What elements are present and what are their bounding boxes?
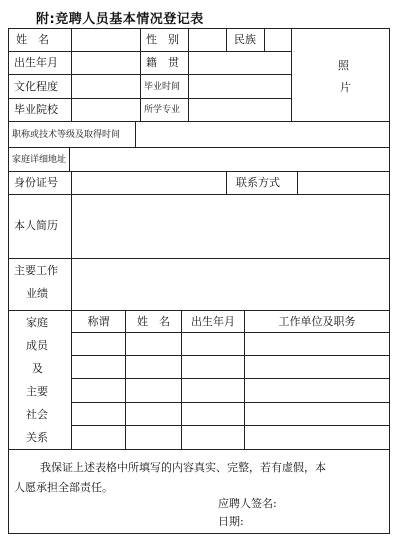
photo-label-2: 片	[340, 81, 351, 94]
native-place-field[interactable]	[189, 52, 290, 73]
family-header-birth: 出生年月	[191, 315, 235, 328]
family-row[interactable]	[72, 333, 389, 354]
declaration-text-2: 人愿承担全部责任。	[14, 481, 113, 494]
family-row[interactable]	[72, 403, 389, 424]
address-field[interactable]	[70, 148, 388, 170]
native-place-label: 籍 贯	[146, 56, 179, 69]
major-label: 所学专业	[144, 105, 181, 115]
gender-label: 性 别	[146, 33, 179, 46]
school-field[interactable]	[72, 99, 139, 120]
registration-form-table	[8, 28, 390, 534]
education-label: 文化程度	[14, 80, 58, 93]
family-header-relation: 称谓	[87, 315, 110, 328]
education-field[interactable]	[72, 75, 139, 97]
date-field[interactable]	[254, 514, 386, 530]
family-row[interactable]	[72, 356, 389, 377]
achievements-label-2: 业绩	[26, 287, 48, 300]
school-label: 毕业院校	[14, 103, 58, 116]
photo-area[interactable]	[292, 29, 388, 120]
family-row[interactable]	[72, 379, 389, 401]
family-label-1: 家庭	[26, 316, 48, 329]
family-label-2: 成员	[26, 339, 48, 352]
name-label: 姓 名	[16, 33, 49, 46]
address-label: 家庭详细地址	[12, 155, 67, 165]
resume-label: 本人简历	[14, 219, 58, 232]
graduation-time-field[interactable]	[189, 75, 290, 97]
resume-field[interactable]	[72, 195, 388, 257]
family-label-5: 社会	[26, 408, 48, 421]
family-header-name: 姓 名	[137, 315, 170, 328]
birth-field[interactable]	[72, 52, 139, 73]
photo-label-1: 照	[338, 59, 349, 72]
name-field[interactable]	[72, 29, 139, 50]
form-title: 附:竞聘人员基本情况登记表	[36, 12, 204, 27]
title-level-label: 职称或技术等级及取得时间	[12, 130, 121, 140]
family-header-workplace: 工作单位及职务	[278, 315, 356, 328]
family-label-3: 及	[32, 362, 43, 375]
achievements-label-1: 主要工作	[14, 264, 58, 277]
family-label-4: 主要	[26, 385, 48, 398]
id-number-field[interactable]	[72, 172, 225, 193]
ethnicity-label: 民族	[234, 33, 256, 46]
achievements-field[interactable]	[72, 259, 388, 309]
family-row[interactable]	[72, 426, 389, 448]
signature-field[interactable]	[288, 496, 386, 512]
family-label-6: 关系	[26, 431, 48, 444]
gender-field[interactable]	[189, 29, 225, 50]
signature-label: 应聘人签名:	[218, 497, 277, 510]
graduation-time-label: 毕业时间	[144, 82, 181, 92]
date-label: 日期:	[218, 515, 244, 528]
contact-field[interactable]	[298, 172, 388, 193]
ethnicity-field[interactable]	[265, 29, 290, 50]
declaration-text-1: 我保证上述表格中所填写的内容真实、完整，若有虚假，本	[40, 461, 326, 474]
major-field[interactable]	[189, 99, 290, 120]
contact-label: 联系方式	[236, 176, 280, 189]
birth-label: 出生年月	[14, 56, 58, 69]
id-number-label: 身份证号	[14, 176, 58, 189]
title-level-field[interactable]	[136, 122, 388, 146]
